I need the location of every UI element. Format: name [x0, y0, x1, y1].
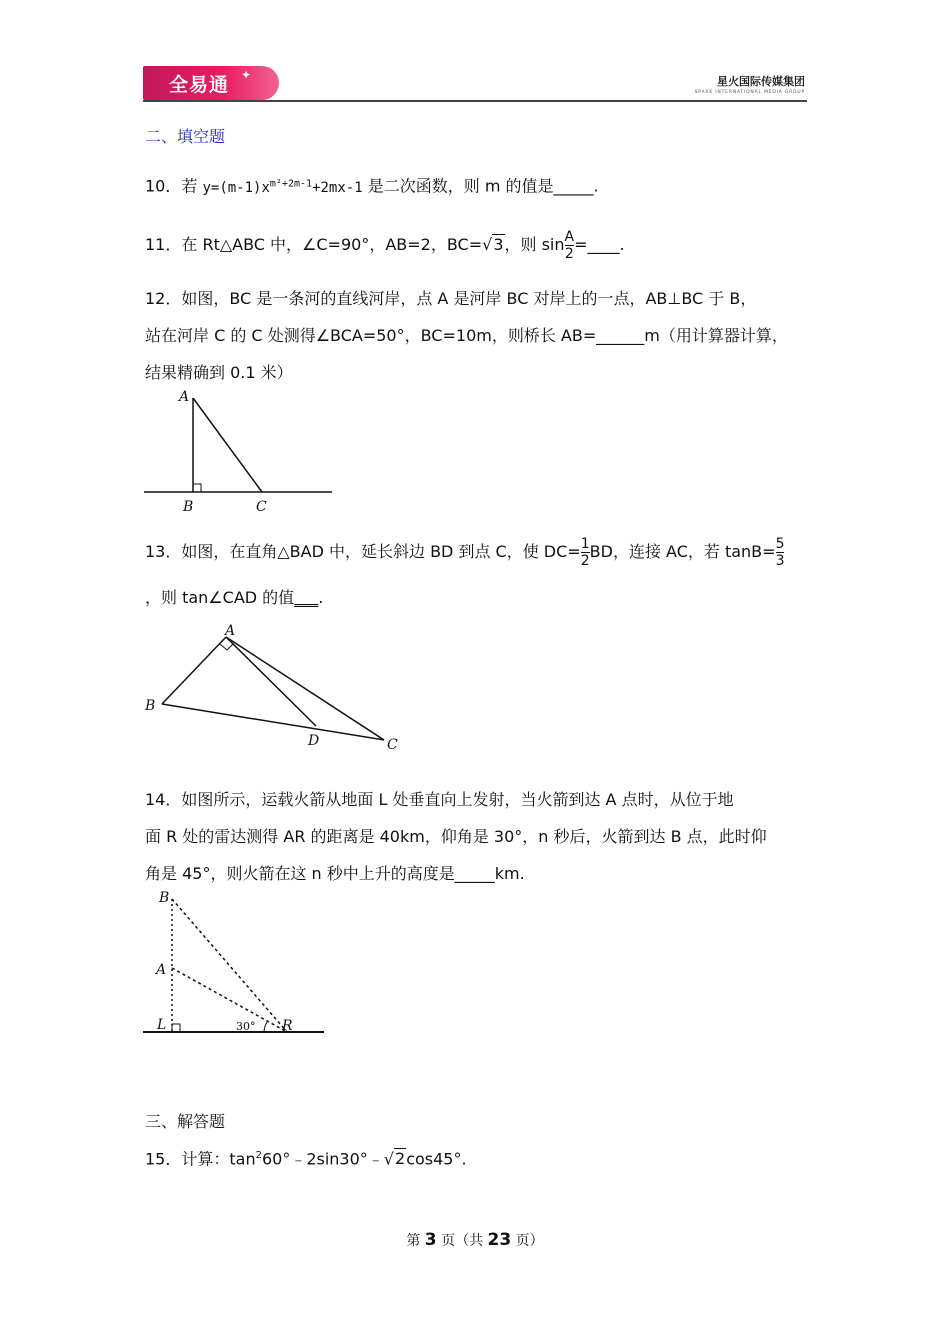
figure-river-bank [140, 385, 340, 515]
question-12: 12．如图，BC 是一条河的直线河岸，点 A 是河岸 BC 对岸上的一点，AB⊥BC 于 B， 站在河岸 C 的 C 处测得∠BCA=50°，BC=10m，则桥长 AB=______m（用计算器计算， 结果精确到 0.1 米） [145, 289, 788, 382]
label-d: D [308, 733, 320, 749]
question-14: 14．如图所示，运载火箭从地面 L 处垂直向上发射，当火箭到达 A 点时，从位于地 面 R 处的雷达测得 AR 的距离是 40km，仰角是 30°，n 秒后，火箭到达 B 点，此时仰 角是 45°，则火箭在这 n 秒中上升的高度是_____km. [145, 790, 767, 883]
section-title-fill-blank: 二、填空题 [145, 127, 226, 146]
header-divider [143, 100, 807, 102]
sqrt-symbol: √ [383, 1149, 394, 1169]
question-11: 11．在 Rt△ABC 中，∠C=90°，AB=2，BC=√3，则 sin $\frac{A}{2}$ =____. [145, 229, 625, 262]
question-15: 15．计算：$\tan^260^\circ﹣2\sin 30^\circ﹣√2\cos 45^\circ$. [145, 1149, 467, 1169]
label-r: R [282, 1018, 293, 1034]
right-angle-mark [220, 644, 233, 650]
sqrt-symbol: √ [482, 235, 493, 254]
question-13: 13．如图，在直角△BAD 中，延长斜边 BD 到点 C，使 DC= $\frac{1}{2}$ BD，连接 AC，若 tanB= $\frac{5}{3}$ [145, 536, 785, 569]
segment-br [172, 899, 287, 1032]
fraction-five-thirds: $\frac{5}{3}$ [775, 536, 785, 569]
logo-text: 全易通 [169, 74, 230, 96]
fraction-one-half: $\frac{1}{2}$ [580, 536, 590, 569]
label-a: A [156, 962, 167, 978]
page-footer: 第 3 页（共 23 页） [406, 1230, 544, 1250]
segment-ac [226, 637, 384, 740]
right-angle-mark [172, 1024, 180, 1032]
fraction-a-over-2: $\frac{A}{2}$ [564, 229, 575, 262]
segment-ac [193, 398, 262, 492]
question-10: 10．若 $y=(m-1)x^{m^2+2m-1}+2mx-1$ 是二次函数，则 m 的值是_____. [145, 176, 599, 196]
segment-ar [172, 968, 287, 1032]
figure-rocket [140, 885, 335, 1040]
segment-ad [226, 637, 316, 726]
angle-label: 30° [236, 1020, 256, 1033]
label-b: B [145, 698, 156, 714]
label-c: C [387, 737, 398, 753]
label-a: A [225, 623, 236, 639]
label-l: L [157, 1017, 167, 1033]
segment-bc [162, 704, 384, 740]
brand-logo [143, 66, 279, 100]
answer-blank: ___ [294, 588, 319, 607]
label-a: A [179, 389, 190, 405]
angle-arc [264, 1022, 267, 1032]
question-13-line2: ，则 tan∠CAD 的值___. [145, 588, 324, 607]
star-icon: ✦ [240, 68, 251, 82]
q10-equation: $y=(m-1)x^{m^2+2m-1}+2mx-1$ [202, 178, 363, 196]
label-b: B [159, 890, 170, 906]
page-number: 3 [424, 1230, 437, 1250]
segment-ab [162, 637, 226, 704]
figure-triangle-bad [140, 618, 410, 758]
section-title-answer: 三、解答题 [145, 1112, 226, 1131]
publisher-name: 星火国际传媒集团 SPARK INTERNATIONAL MEDIA GROUP [694, 75, 805, 95]
label-c: C [256, 499, 267, 515]
right-angle-mark [193, 484, 201, 492]
total-pages: 23 [487, 1230, 512, 1250]
publisher-en: SPARK INTERNATIONAL MEDIA GROUP [694, 90, 805, 95]
label-b: B [183, 499, 194, 515]
